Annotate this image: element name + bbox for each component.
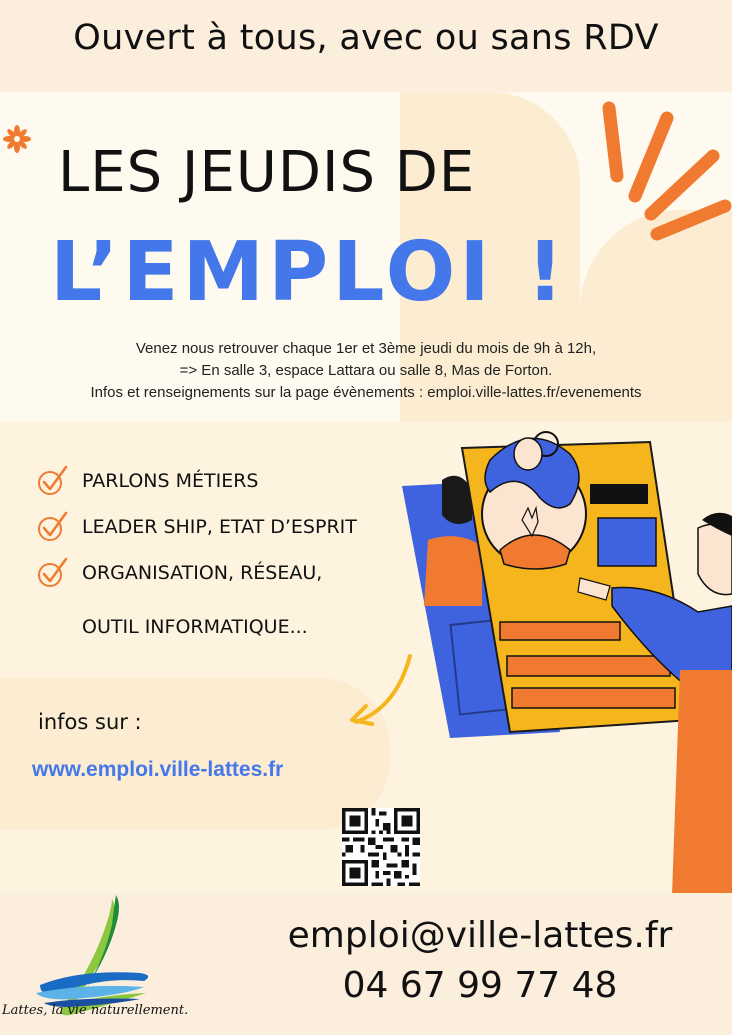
description-line: Infos et renseignements sur la page évènements : emploi.ville-lattes.fr/evenements bbox=[90, 384, 642, 401]
asterisk-icon bbox=[2, 124, 32, 154]
list-item bbox=[36, 458, 357, 504]
description-line: Venez nous retrouver chaque 1er et 3ème jeudi du mois de 9h à 12h, bbox=[135, 340, 597, 357]
logo-slogan: Lattes, la vie naturellement. bbox=[2, 1003, 189, 1018]
contact-email[interactable]: emploi@ville-lattes.fr bbox=[287, 915, 673, 956]
check-circle-icon bbox=[36, 464, 70, 498]
header-text: Ouvert à tous, avec ou sans RDV bbox=[73, 18, 659, 58]
list-item-label: PARLONS MÉTIERS bbox=[82, 470, 259, 492]
title-line-2: L’EMPLOI ! bbox=[50, 225, 568, 320]
list-item bbox=[36, 604, 357, 650]
info-label: infos sur : bbox=[38, 710, 142, 734]
list-item-label: LEADER SHIP, ETAT D’ESPRIT bbox=[82, 516, 357, 538]
info-blob bbox=[0, 678, 390, 830]
check-circle-icon bbox=[36, 556, 70, 590]
qr-code-icon[interactable] bbox=[342, 808, 420, 886]
description-line: => En salle 3, espace Lattara ou salle 8, Mas de Forton. bbox=[179, 362, 553, 379]
description bbox=[0, 338, 732, 404]
contact-phone[interactable]: 04 67 99 77 48 bbox=[342, 965, 618, 1006]
list-item-label: OUTIL INFORMATIQUE... bbox=[82, 616, 308, 638]
topics-list bbox=[36, 458, 357, 650]
list-item-label: ORGANISATION, RÉSEAU, bbox=[82, 562, 323, 584]
list-item bbox=[36, 504, 357, 550]
sun-rays-icon bbox=[595, 96, 732, 246]
info-url-link[interactable]: www.emploi.ville-lattes.fr bbox=[32, 758, 284, 781]
title-line-1: LES JEUDIS DE bbox=[58, 140, 476, 205]
list-item bbox=[36, 550, 357, 596]
check-circle-icon bbox=[36, 510, 70, 544]
